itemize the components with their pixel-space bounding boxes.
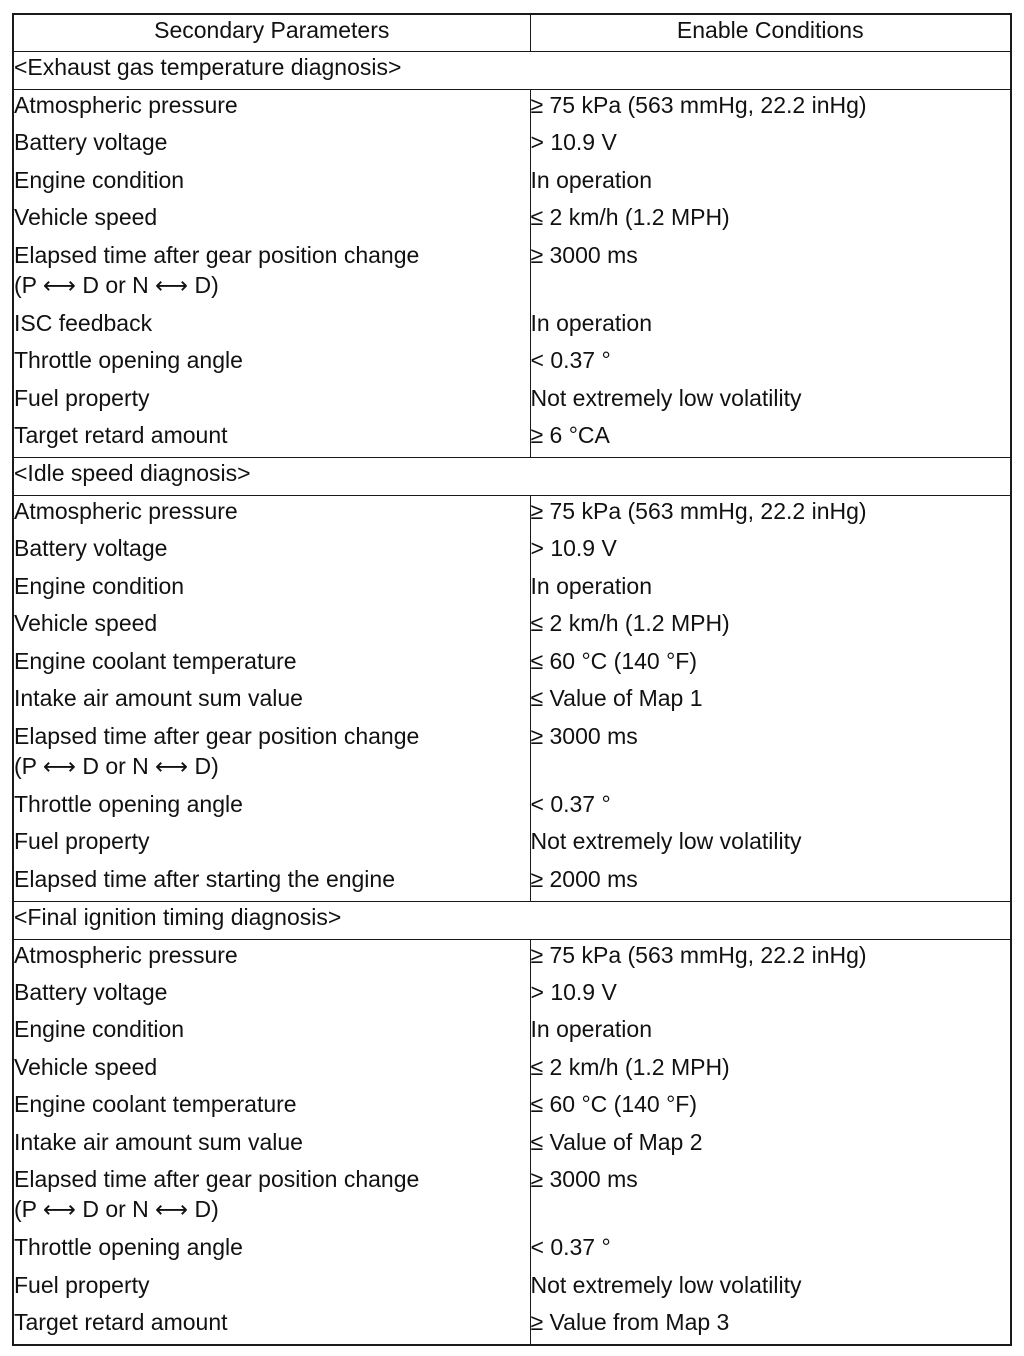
condition-value: ≤ Value of Map 1 [530,685,703,711]
condition-value: < 0.37 ° [530,347,611,373]
parameter-name: Atmospheric pressure [14,92,238,118]
table-row [13,789,1011,827]
table-row [13,202,1011,240]
table-row [13,496,1011,534]
parameter-cell [13,939,530,977]
parameter-name: Engine condition [14,166,185,193]
parameter-cell [13,165,530,203]
parameter-note: (P ⟷ D or N ⟷ D) [14,1196,219,1222]
table-row [13,1089,1011,1127]
parameter-cell [13,1164,530,1232]
parameter-cell [13,571,530,609]
condition-value: ≤ Value of Map 2 [530,1128,703,1155]
parameter-name: Elapsed time after gear position change [14,722,420,749]
condition-value: ≤ 2 km/h (1.2 MPH) [530,610,730,636]
parameter-cell [13,1232,530,1270]
table-row [13,1164,1011,1232]
condition-value: ≥ 2000 ms [530,864,1011,902]
parameter-cell [13,1270,530,1308]
parameter-cell [13,826,530,864]
parameter-name: Fuel property [14,384,150,411]
table-header-row [13,14,1011,52]
parameter-name: Target retard amount [14,1309,228,1335]
condition-value: ≥ 3000 ms [530,722,638,749]
condition-value: ≥ 75 kPa (563 mmHg, 22.2 inHg) [530,941,867,968]
table-row [13,420,1011,458]
table-row [13,1270,1011,1308]
parameter-cell [13,496,530,534]
parameter-cell [13,977,530,1015]
condition-value: ≥ Value from Map 3 [530,1307,1011,1345]
condition-value: In operation [530,1016,652,1042]
table-row [13,165,1011,203]
section-header-row [13,52,1011,90]
condition-value: ≤ 60 °C (140 °F) [530,1091,698,1117]
table-row [13,1052,1011,1090]
table-body [13,52,1011,1345]
table-row [13,1307,1011,1345]
parameter-name: Battery voltage [14,978,168,1005]
parameter-cell [13,90,530,128]
parameter-name: Fuel property [14,828,150,854]
condition-value: In operation [530,572,652,599]
table-row [13,864,1011,902]
table-row [13,308,1011,346]
parameter-name: Fuel property [14,1271,150,1298]
parameter-cell [13,789,530,827]
table-row [13,1232,1011,1270]
parameter-cell [13,345,530,383]
parameter-note: (P ⟷ D or N ⟷ D) [14,271,219,298]
parameter-name: Throttle opening angle [14,1234,243,1260]
table-row [13,683,1011,721]
condition-value: ≥ 3000 ms [530,241,638,268]
parameter-name: Battery voltage [14,129,168,155]
parameter-cell [13,420,530,458]
parameter-cell [13,1014,530,1052]
parameter-name: Throttle opening angle [14,347,243,373]
parameter-note: (P ⟷ D or N ⟷ D) [14,752,219,779]
condition-value: ≥ 3000 ms [530,1166,638,1192]
parameter-cell [13,1307,530,1345]
parameter-name: ISC feedback [14,309,153,336]
table-row [13,127,1011,165]
condition-value: ≥ 75 kPa (563 mmHg, 22.2 inHg) [530,498,867,524]
header-secondary-parameters: Secondary Parameters [13,14,530,52]
condition-value: < 0.37 ° [530,790,611,817]
parameter-name: Engine coolant temperature [14,1091,297,1117]
parameter-name: Engine coolant temperature [14,647,297,674]
parameter-cell [13,683,530,721]
parameter-name: Elapsed time after gear position change [14,241,420,268]
table-row [13,608,1011,646]
parameter-cell [13,240,530,308]
table-row [13,939,1011,977]
parameter-name: Battery voltage [14,535,168,561]
table-row [13,383,1011,421]
condition-value: In operation [530,309,652,336]
parameter-name: Vehicle speed [14,1053,158,1080]
section-title: <Final ignition timing diagnosis> [13,901,1011,939]
condition-value: < 0.37 ° [530,1234,611,1260]
condition-value: > 10.9 V [530,535,617,561]
parameter-name: Intake air amount sum value [14,1128,303,1155]
condition-value: > 10.9 V [530,129,617,155]
table-row [13,646,1011,684]
condition-value: ≤ 60 °C (140 °F) [530,647,698,674]
condition-value: Not extremely low volatility [530,828,802,854]
condition-value: > 10.9 V [530,978,617,1005]
parameter-name: Atmospheric pressure [14,498,238,524]
condition-value: Not extremely low volatility [530,384,802,411]
parameter-name: Engine condition [14,1016,185,1042]
table-row [13,533,1011,571]
section-header-row [13,901,1011,939]
parameter-cell [13,721,530,789]
parameter-name: Engine condition [14,572,185,599]
parameter-cell [13,1089,530,1127]
condition-value: ≥ 75 kPa (563 mmHg, 22.2 inHg) [530,92,867,118]
parameter-cell [13,608,530,646]
parameter-cell [13,308,530,346]
condition-value: ≤ 2 km/h (1.2 MPH) [530,204,730,230]
parameter-name: Elapsed time after gear position change [14,1166,420,1192]
table-row [13,721,1011,789]
parameter-name: Intake air amount sum value [14,685,303,711]
parameter-name: Vehicle speed [14,610,158,636]
parameter-cell [13,864,530,902]
table-row [13,345,1011,383]
table-row [13,1014,1011,1052]
table-row [13,90,1011,128]
enable-conditions-table [12,13,1012,1346]
parameter-cell [13,127,530,165]
table-row [13,977,1011,1015]
parameter-cell [13,1127,530,1165]
header-enable-conditions: Enable Conditions [530,14,1011,52]
parameter-name: Target retard amount [14,422,228,448]
parameter-name: Throttle opening angle [14,790,243,817]
parameter-name: Elapsed time after starting the engine [14,865,396,892]
parameter-cell [13,383,530,421]
parameter-name: Atmospheric pressure [14,941,238,968]
condition-value: In operation [530,166,652,193]
condition-value: ≤ 2 km/h (1.2 MPH) [530,1053,730,1080]
section-title: <Idle speed diagnosis> [13,458,1011,496]
section-title: <Exhaust gas temperature diagnosis> [13,52,1011,90]
condition-value: ≥ 6 °CA [530,420,1011,458]
table-row [13,240,1011,308]
parameter-cell [13,646,530,684]
section-header-row [13,458,1011,496]
parameter-cell [13,1052,530,1090]
condition-value: Not extremely low volatility [530,1271,802,1298]
table-row [13,826,1011,864]
parameter-cell [13,533,530,571]
parameter-cell [13,202,530,240]
table-row [13,1127,1011,1165]
parameter-name: Vehicle speed [14,204,158,230]
table-row [13,571,1011,609]
